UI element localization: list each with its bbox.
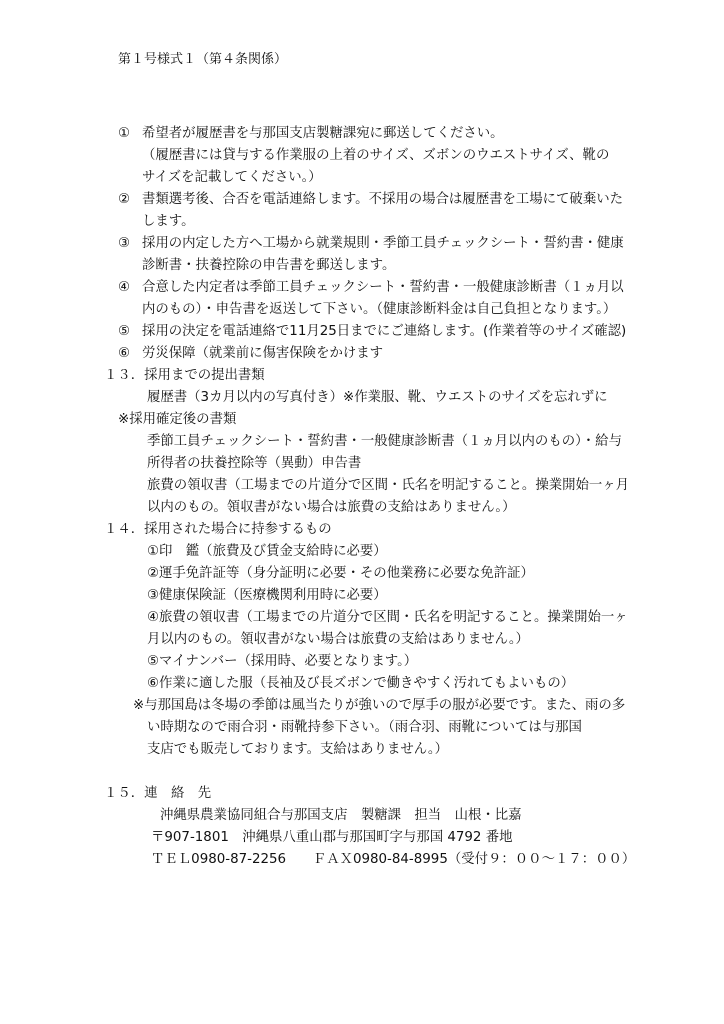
item-6-number: ⑥ (118, 346, 131, 361)
contact-phone-fax: ＴＥＬ0980-87-2256 ＦＡＸ0980-84-8995（受付９：００～１７：００） (151, 852, 636, 867)
section-13-heading: １３．採用までの提出書類 (104, 368, 265, 383)
item-4-line-2: 内のもの）・申告書を返送して下さい。（健康診断料金は自己負担となります。） (142, 302, 617, 317)
item-2-line-1: 書類選考後、合否を電話連絡します。不採用の場合は履歴書を工場にて破棄いた (142, 192, 623, 207)
item-1-line-3: サイズを記載してください。） (142, 170, 322, 185)
item-4-number: ④ (118, 280, 131, 295)
section-14-line-3: ③健康保険証（医療機関利用時に必要） (147, 588, 387, 603)
item-1-number: ① (118, 126, 131, 141)
section-14-line-1: ①印 鑑（旅費及び賃金支給時に必要） (147, 544, 387, 559)
item-2-number: ② (118, 192, 131, 207)
section-13-line-2: 所得者の扶養控除等（異動）申告書 (147, 456, 362, 471)
item-1-line-1: 希望者が履歴書を与那国支店製糖課宛に郵送してください。 (142, 126, 504, 141)
item-5-number: ⑤ (118, 324, 131, 339)
section-14-note-line-1: ※与那国島は冬場の季節は風当たりが強いので厚手の服が必要です。また、雨の多 (133, 698, 626, 713)
section-14-line-4: ④旅費の領収書（工場までの片道分で区間・氏名を明記すること。操業開始一ヶ (147, 610, 628, 625)
section-14-note-line-3: 支店でも販売しております。支給はありません。） (147, 742, 449, 757)
section-14-line-7: ⑥作業に適した服（長袖及び長ズボンで働きやすく汚れてもよいもの） (147, 676, 575, 691)
section-14-note-line-2: い時期なので雨合羽・雨靴持参下さい。（雨合羽、雨靴については与那国 (147, 720, 582, 735)
item-5-line-1: 採用の決定を電話連絡で11月25日までにご連絡します。(作業着等のサイズ確認) (142, 324, 627, 339)
section-13-sub-heading: ※採用確定後の書類 (118, 412, 237, 427)
item-4-line-1: 合意した内定者は季節工員チェックシート・誓約書・一般健康診断書（１ヵ月以 (142, 280, 624, 295)
contact-address: 〒907-1801 沖縄県八重山郡与那国町字与那国 4792 番地 (151, 830, 513, 845)
item-6-line-1: 労災保障（就業前に傷害保険をかけます (142, 346, 384, 361)
section-13-resume-line: 履歴書（3カ月以内の写真付き）※作業服、靴、ウエストのサイズを忘れずに (147, 390, 608, 405)
item-1-line-2: （履歴書には貸与する作業服の上着のサイズ、ズボンのウエストサイズ、靴の (142, 148, 610, 163)
item-3-number: ③ (118, 236, 131, 251)
section-14-heading: １４．採用された場合に持参するもの (104, 522, 332, 537)
section-13-line-1: 季節工員チェックシート・誓約書・一般健康診断書（１ヵ月以内のもの）・給与 (147, 434, 622, 449)
item-3-line-1: 採用の内定した方へ工場から就業規則・季節工員チェックシート・誓約書・健康 (142, 236, 624, 251)
contact-organization: 沖縄県農業協同組合与那国支店 製糖課 担当 山根・比嘉 (160, 808, 522, 823)
section-14-line-6: ⑤マイナンバー（採用時、必要となります。） (147, 654, 418, 669)
section-15-heading: １５．連 絡 先 (104, 786, 212, 801)
item-3-line-2: 診断書・扶養控除の申告書を郵送します。 (142, 258, 396, 273)
form-number-header: 第１号様式１（第４条関係） (118, 52, 288, 67)
item-2-line-2: します。 (142, 214, 195, 229)
section-13-line-4: 以内のもの。領収書がない場合は旅費の支給はありません。） (147, 500, 516, 515)
section-14-line-2: ②運手免許証等（身分証明に必要・その他業務に必要な免許証） (147, 566, 534, 581)
section-14-line-5: 月以内のもの。領収書がない場合は旅費の支給はありません。） (147, 632, 529, 647)
section-13-line-3: 旅費の領収書（工場までの片道分で区間・氏名を明記すること。操業開始一ヶ月 (147, 478, 630, 493)
